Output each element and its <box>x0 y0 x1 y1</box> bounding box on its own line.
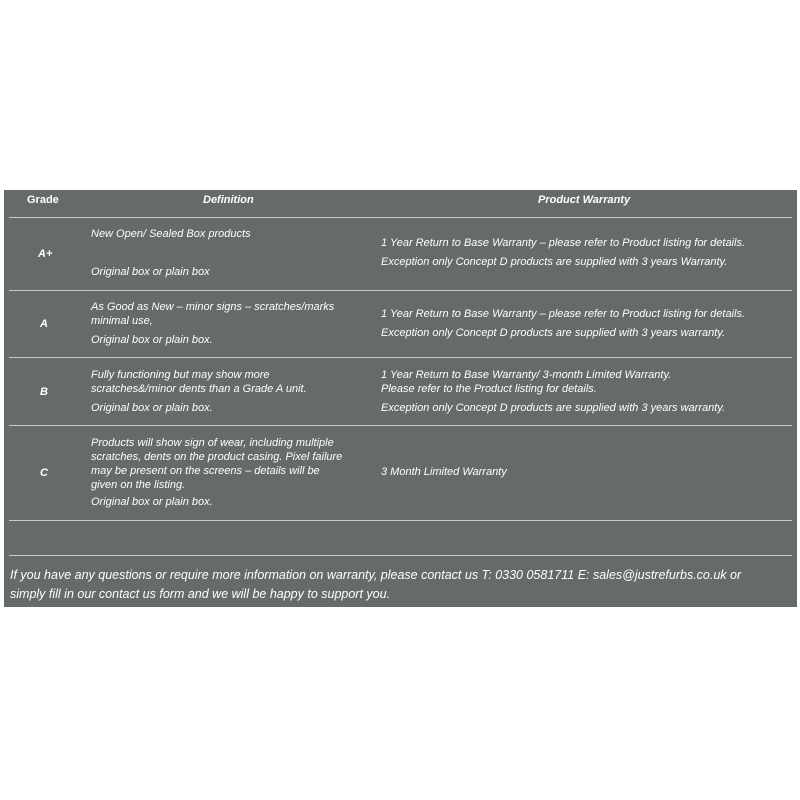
definition-line: Original box or plain box. <box>91 402 213 414</box>
definition-line: Fully functioning but may show more <box>91 369 270 381</box>
warranty-line: Please refer to the Product listing for details. <box>381 383 597 395</box>
warranty-line: 3 Month Limited Warranty <box>381 466 507 478</box>
header-warranty: Product Warranty <box>538 194 631 206</box>
header-definition: Definition <box>203 194 254 206</box>
definition-line: Original box or plain box. <box>91 496 213 508</box>
definition-line: given on the listing. <box>91 479 186 491</box>
header-grade: Grade <box>27 194 59 206</box>
definition-line: Original box or plain box. <box>91 334 213 346</box>
grade-c: C <box>40 467 48 479</box>
warranty-grade-table <box>4 190 797 607</box>
warranty-line: Exception only Concept D products are supplied with 3 years warranty. <box>381 402 726 414</box>
definition-line: may be present on the screens – details will be <box>91 465 320 477</box>
warranty-line: 1 Year Return to Base Warranty – please refer to Product listing for details. <box>381 308 746 320</box>
definition-line: New Open/ Sealed Box products <box>91 228 251 240</box>
definition-line: Original box or plain box <box>91 266 210 278</box>
grade-a: A <box>40 318 48 330</box>
row-divider <box>9 357 792 358</box>
definition-line: minimal use, <box>91 315 153 327</box>
row-divider <box>9 520 792 521</box>
definition-line: Products will show sign of wear, including multiple <box>91 437 334 449</box>
warranty-line: Exception only Concept D products are supplied with 3 years Warranty. <box>381 256 728 268</box>
warranty-line: 1 Year Return to Base Warranty – please refer to Product listing for details. <box>381 237 746 249</box>
row-divider <box>9 425 792 426</box>
warranty-line: 1 Year Return to Base Warranty/ 3-month Limited Warranty. <box>381 369 672 381</box>
footer-line: simply fill in our contact us form and we will be happy to support you. <box>10 587 391 601</box>
warranty-line: Exception only Concept D products are supplied with 3 years warranty. <box>381 327 726 339</box>
definition-line: As Good as New – minor signs – scratches/marks <box>91 301 335 313</box>
row-divider <box>9 555 792 556</box>
row-divider <box>9 217 792 218</box>
definition-line: scratches, dents on the product casing. Pixel failure <box>91 451 343 463</box>
grade-a-plus: A+ <box>38 248 53 260</box>
grade-b: B <box>40 386 48 398</box>
contact-footer <box>10 566 790 604</box>
footer-line: If you have any questions or require more information on warranty, please contact us T: 0330 0581711 E: sales@justrefurbs.co.uk or <box>10 568 742 582</box>
definition-line: scratches&/minor dents than a Grade A unit. <box>91 383 307 395</box>
row-divider <box>9 290 792 291</box>
